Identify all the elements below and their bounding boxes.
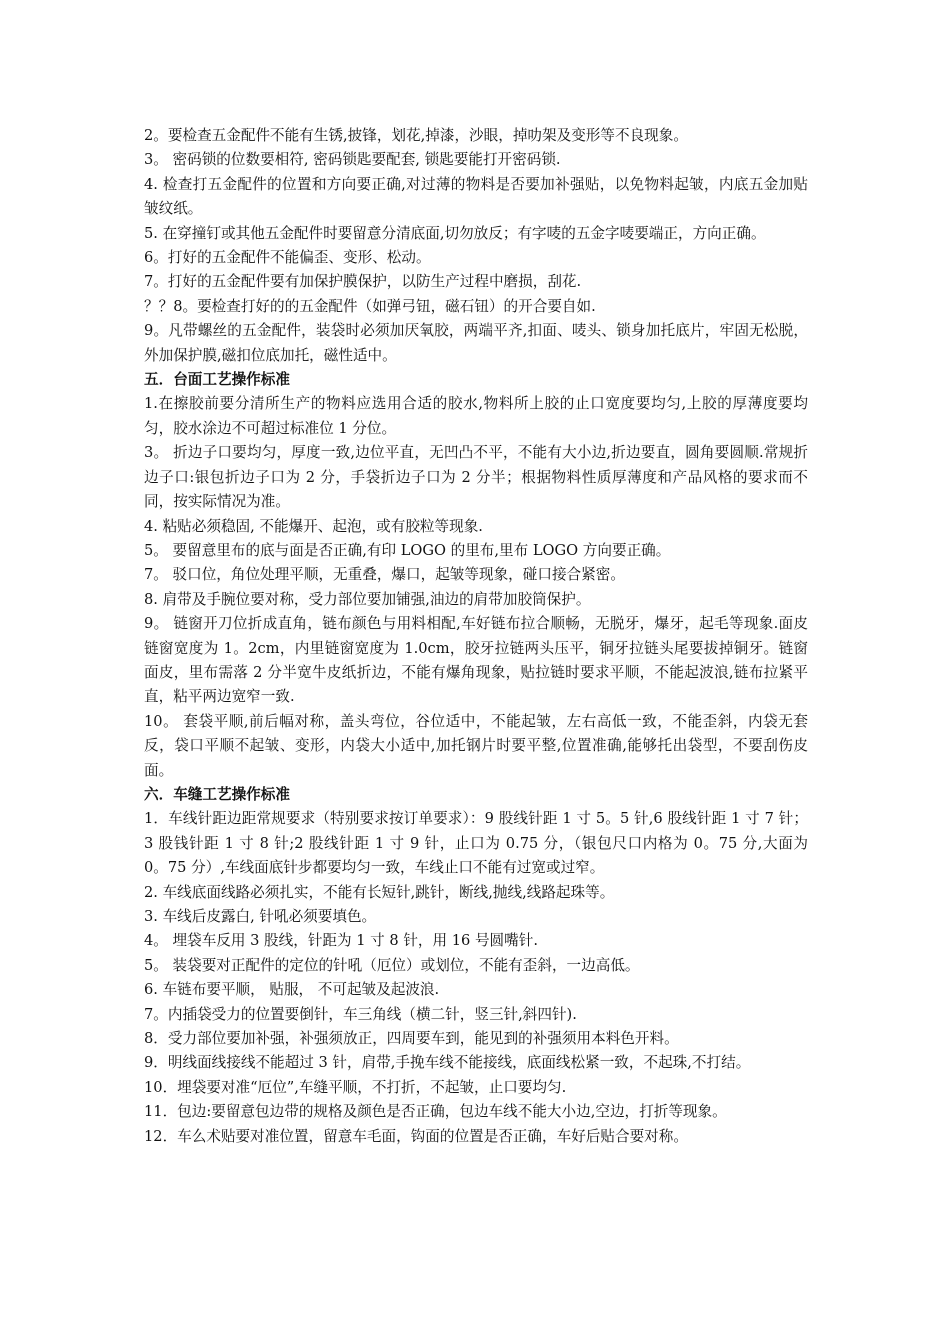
para-hardware-7: 7。打好的五金配件要有加保护膜保护，以防生产过程中磨损，刮花. — [144, 273, 582, 291]
para-hardware-8: ？？8。要检查打好的的五金配件（如弹弓钮，磁石钮）的开合要自如. — [144, 297, 596, 315]
para-sewing-5: 5。 装袋要对正配件的定位的针吼（厄位）或划位，不能有歪斜，一边高低。 — [144, 956, 640, 974]
para-table-5: 5。 要留意里布的底与面是否正确,有印 LOGO 的里布,里布 LOGO 方向要正确。 — [144, 541, 671, 559]
para-table-1: 1.在擦胶前要分清所生产的物料应选用合适的胶水,物料所上胶的止口宽度要均匀,上胶的厚薄度要均匀，胶水涂边不可超过标准位 1 分位。 — [144, 395, 808, 437]
para-table-3: 3。 折边子口要均匀，厚度一致,边位平直，无凹凸不平，不能有大小边,折边要直，圆角要圆顺.常规折边子口:银包折边子口为 2 分，手袋折边子口为 2 分半；根据物料性质厚薄度和产品风格的要求而不同，按实际情况为准。 — [144, 444, 808, 511]
para-sewing-2: 2. 车线底面线路必须扎实，不能有长短针,跳针，断线,抛线,线路起珠等。 — [144, 883, 615, 901]
para-table-7: 7。 驳口位，角位处理平顺，无重叠，爆口，起皱等现象，碰口接合紧密。 — [144, 566, 625, 584]
para-sewing-10: 10．埋袋要对准“厄位”,车缝平顺，不打折，不起皱，止口要均匀. — [144, 1078, 567, 1096]
para-table-8: 8. 肩带及手腕位要对称，受力部位要加铺强,油边的肩带加胶筒保护。 — [144, 590, 591, 608]
para-hardware-6: 6。打好的五金配件不能偏歪、变形、松动。 — [144, 249, 431, 267]
para-sewing-6: 6. 车链布要平顺， 贴服， 不可起皱及起波浪. — [144, 981, 440, 999]
document-page — [144, 124, 808, 1149]
para-sewing-8: 8．受力部位要加补强，补强须放正，四周要车到，能见到的补强须用本料色开料。 — [144, 1030, 679, 1048]
para-sewing-9: 9．明线面线接线不能超过 3 针，肩带,手挽车线不能接线，底面线松紧一致，不起珠,不打结。 — [144, 1054, 751, 1072]
para-hardware-2: 2。要检查五金配件不能有生锈,披锋，划花,掉漆，沙眼，掉叻架及变形等不良现象。 — [144, 127, 688, 144]
para-sewing-12: 12．车么术贴要对准位置，留意车毛面，钩面的位置是否正确，车好后贴合要对称。 — [144, 1127, 688, 1145]
section-heading-table-process: 五．台面工艺操作标准 — [144, 371, 290, 389]
para-hardware-5: 5. 在穿撞钉或其他五金配件时要留意分清底面,切勿放反；有字唛的五金字唛要端正，方向正确。 — [144, 224, 766, 242]
para-sewing-7: 7。内插袋受力的位置要倒针，车三角线（横二针，竖三针,斜四针). — [144, 1005, 577, 1023]
para-sewing-11: 11．包边:要留意包边带的规格及颜色是否正确，包边车线不能大小边,空边，打折等现象。 — [144, 1103, 727, 1121]
para-hardware-9: 9。凡带螺丝的五金配件，装袋时必须加厌氧胶，两端平齐,扣面、唛头、锁身加托底片，牢固无松脱，外加保护膜,磁扣位底加托，磁性适中。 — [144, 322, 808, 364]
para-hardware-4: 4. 检查打五金配件的位置和方向要正确,对过薄的物料是否要加补强贴，以免物料起皱，内底五金加贴皱纹纸。 — [144, 175, 808, 218]
section-heading-sewing-process: 六．车缝工艺操作标准 — [144, 785, 290, 803]
para-sewing-1: 1．车线针距边距常规要求（特别要求按订单要求）：9 股线针距 1 寸 5。5 针,6 股线针距 1 寸 7 针；3 股钱针距 1 寸 8 针;2 股线针距 1 寸 9 针，止口为 0.75 分，（银包尺口内格为 0。75 分,大面为 0。75 分）,车线面底针步都要均匀一致，车线止口不能有过宽或过窄。 — [144, 810, 808, 877]
para-table-4: 4. 粘贴必须稳固, 不能爆开、起泡，或有胶粒等现象. — [144, 517, 483, 535]
para-sewing-3: 3. 车线后皮露白, 针吼必须要填色。 — [144, 908, 377, 925]
para-sewing-4: 4。 埋袋车反用 3 股线，针距为 1 寸 8 针，用 16 号圆嘴针. — [144, 932, 538, 950]
para-table-10: 10。 套袋平顺,前后幅对称，盖头弯位，谷位适中，不能起皱，左右高低一致，不能歪斜，内袋无套反，袋口平顺不起皱、变形，内袋大小适中,加托钢片时要平整,位置准确,能够托出袋型，不要刮伤皮面。 — [144, 712, 808, 779]
para-hardware-3: 3。 密码锁的位数要相符, 密码锁匙要配套, 锁匙要能打开密码锁. — [144, 151, 561, 169]
para-table-9: 9。 链窗开刀位折成直角，链布颜色与用料相配,车好链布拉合顺畅，无脱牙，爆牙，起毛等现象.面皮链窗宽度为 1。2cm，内里链窗宽度为 1.0cm，胶牙拉链两头压平，铜牙拉链头尾要拔掉铜牙。链窗面皮，里布需落 2 分半宽牛皮纸折边，不能有爆角现象，贴拉链时要求平顺，不能起波浪,链布拉紧平直，粘平两边宽窄一致. — [144, 615, 808, 706]
